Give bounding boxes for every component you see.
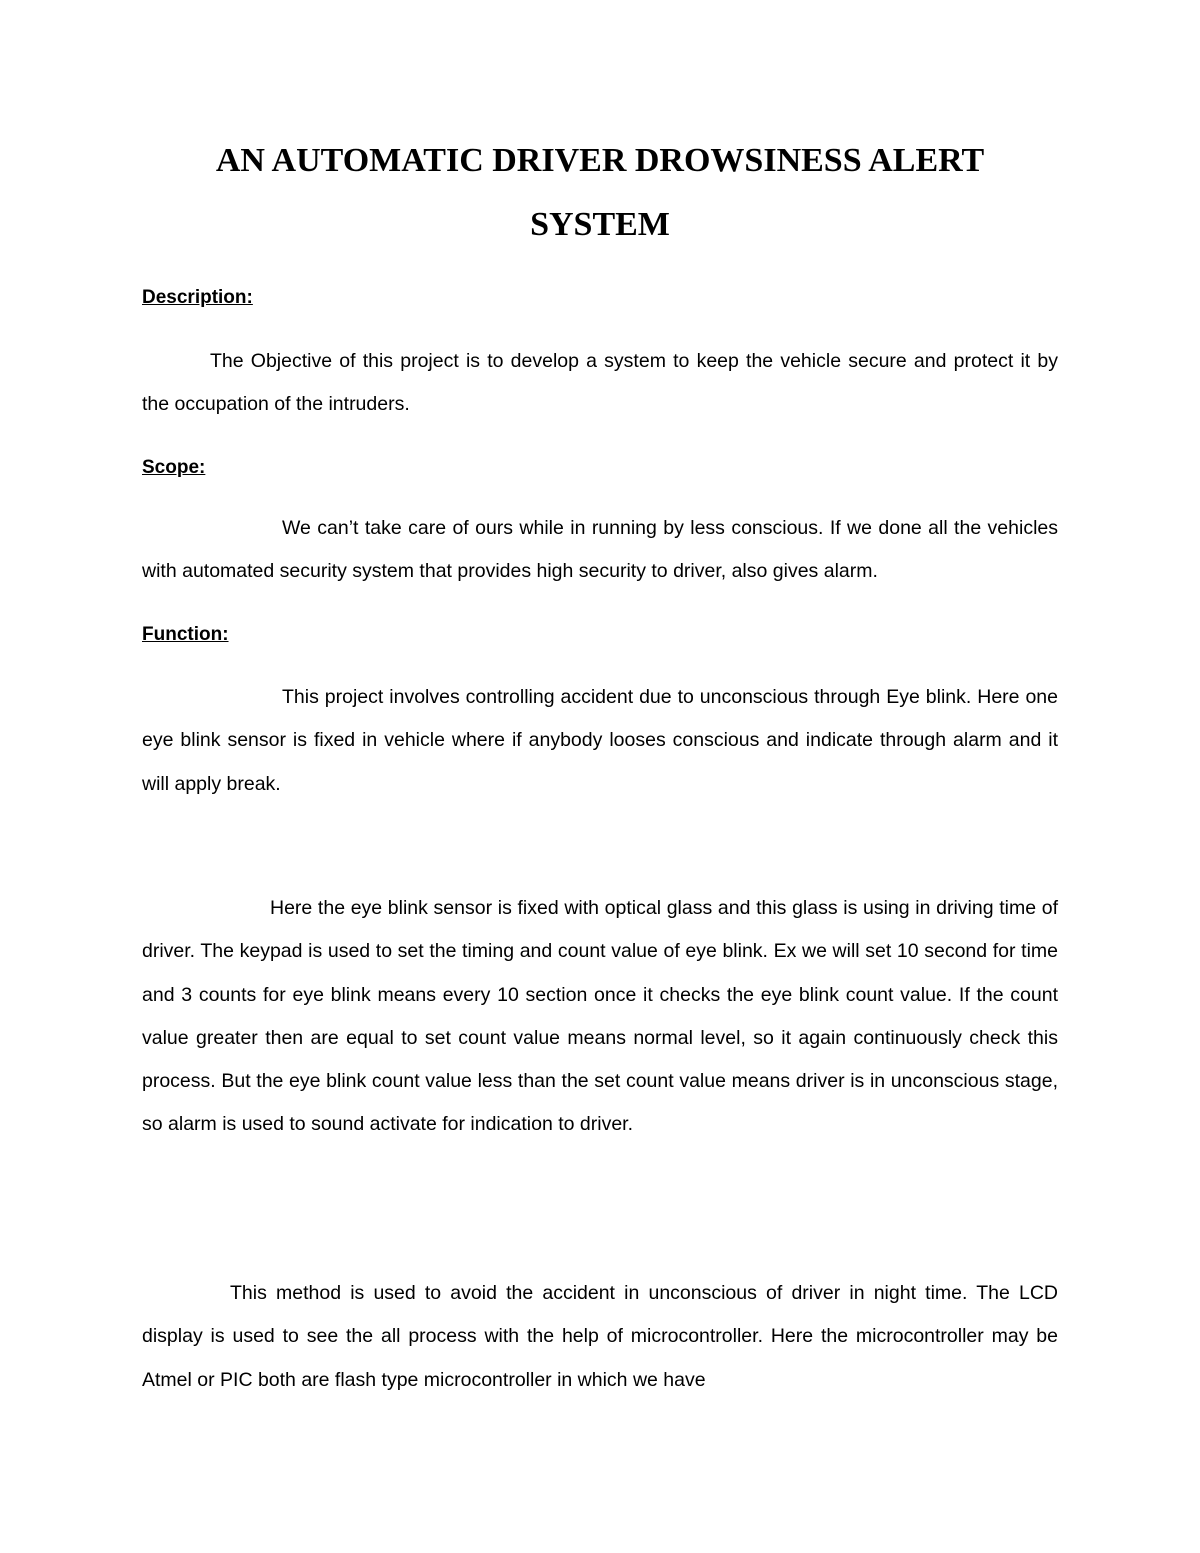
description-heading: Description: (142, 287, 253, 308)
description-paragraph: The Objective of this project is to develop a system to keep the vehicle secure and protect it by the occupation of the intruders. (142, 350, 1058, 416)
document-title-line-2: SYSTEM (530, 206, 670, 243)
function-paragraph: This project involves controlling accident due to unconscious through Eye blink. Here one eye blink sensor is fixed in vehicle where if anybody looses conscious and indicate through alarm and it will apply break. (142, 686, 1058, 795)
document-page (142, 0, 1058, 1553)
eye-blink-paragraph: Here the eye blink sensor is fixed with optical glass and this glass is using in driving time of driver. The keypad is used to set the timing and count value of eye blink. Ex we will set 10 second for time and 3 counts for eye blink means every 10 section once it checks the eye blink count value. If the count value greater then are equal to set count value means normal level, so it again continuously check this process. But the eye blink count value less than the set count value means driver is in unconscious stage, so alarm is used to sound activate for indication to driver. (142, 897, 1058, 1136)
function-heading: Function: (142, 624, 229, 645)
method-paragraph: This method is used to avoid the accident in unconscious of driver in night time. The LCD display is used to see the all process with the help of microcontroller. Here the microcontroller may be Atmel or PIC both are flash type microcontroller in which we have (142, 1282, 1058, 1391)
scope-heading: Scope: (142, 457, 206, 478)
document-title-line-1: AN AUTOMATIC DRIVER DROWSINESS ALERT (215, 142, 985, 179)
scope-paragraph: We can’t take care of ours while in running by less conscious. If we done all the vehicles with automated security system that provides high security to driver, also gives alarm. (142, 517, 1058, 583)
